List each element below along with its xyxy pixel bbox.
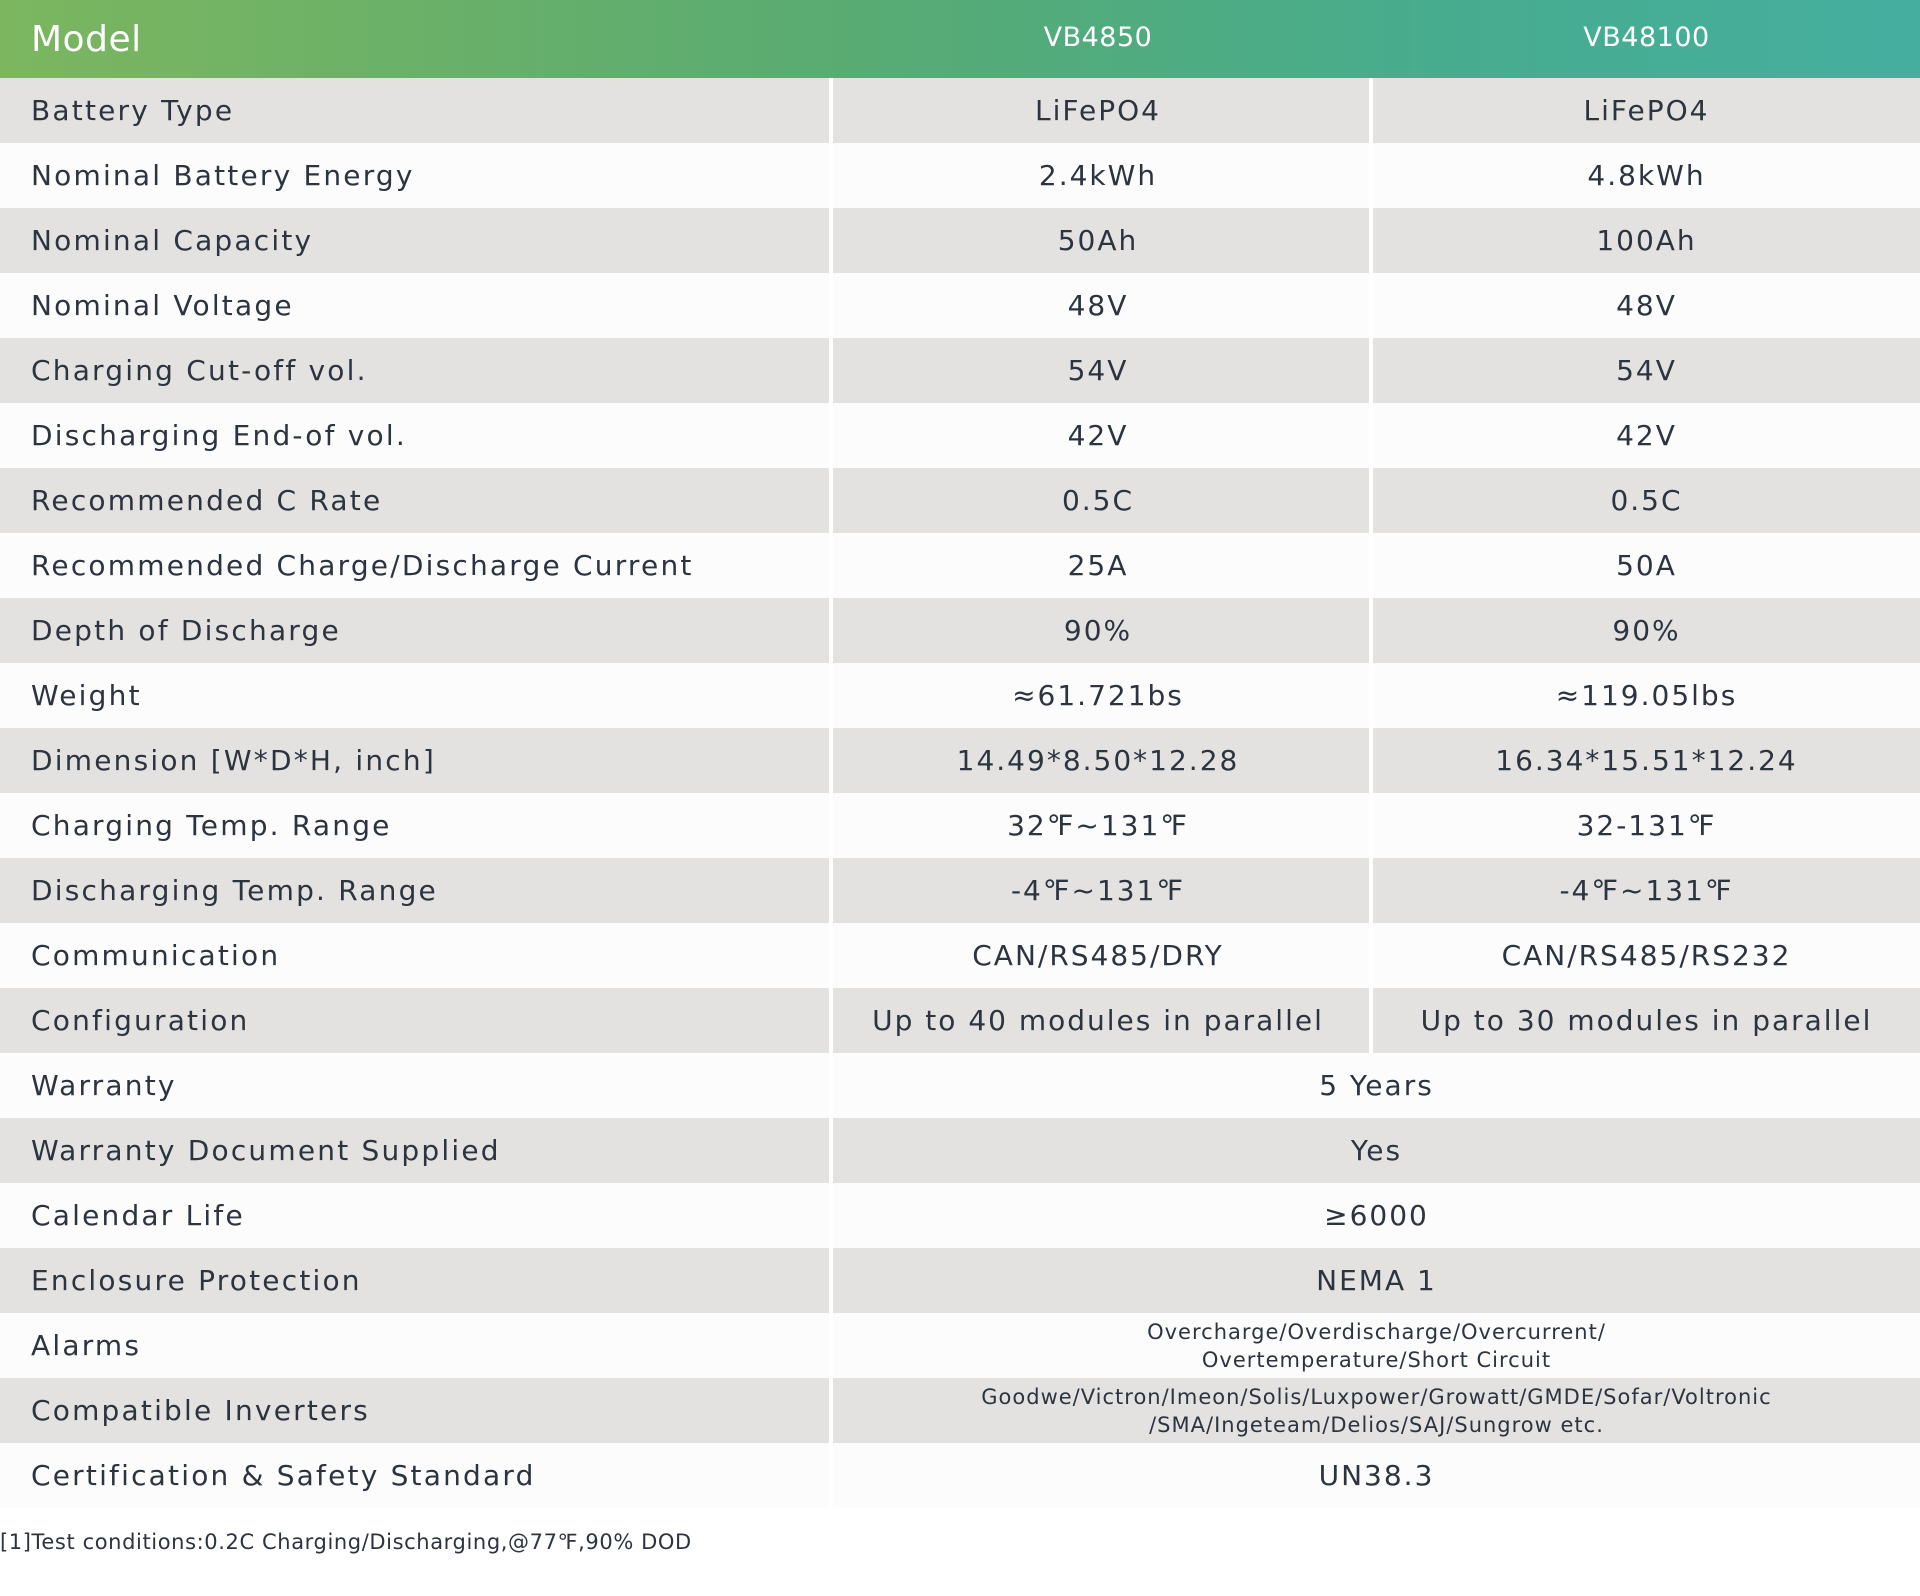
table-row (0, 533, 1920, 598)
row-label: Compatible Inverters (31, 1394, 370, 1427)
row-value-vb48100: 32-131℉ (1576, 809, 1717, 842)
row-value-line: /SMA/Ingeteam/Delios/SAJ/Sungrow etc. (1149, 1412, 1604, 1437)
row-value-vb48100: 48V (1616, 289, 1677, 322)
row-label: Alarms (31, 1329, 142, 1362)
row-label: Recommended Charge/Discharge Current (31, 549, 694, 582)
row-value-merged (833, 1313, 1920, 1378)
table-row (0, 728, 1920, 793)
row-value-vb48100: 50A (1616, 549, 1677, 582)
table-row (0, 923, 1920, 988)
table-row (0, 988, 1920, 1053)
row-label: Charging Temp. Range (31, 809, 392, 842)
row-value-merged: 5 Years (1319, 1069, 1434, 1102)
table-row (0, 273, 1920, 338)
row-label: Certification & Safety Standard (31, 1459, 536, 1492)
row-value-vb48100: CAN/RS485/RS232 (1501, 939, 1792, 972)
row-value-vb48100: ≈119.05lbs (1555, 679, 1738, 712)
row-value-vb48100: Up to 30 modules in parallel (1420, 1004, 1873, 1037)
row-label: Nominal Voltage (31, 289, 294, 322)
row-label: Depth of Discharge (31, 614, 341, 647)
table-row (0, 338, 1920, 403)
row-label: Calendar Life (31, 1199, 245, 1232)
row-label: Discharging End-of vol. (31, 419, 407, 452)
table-body (0, 78, 1920, 1508)
row-value-merged: Yes (1350, 1134, 1403, 1167)
row-label: Weight (31, 679, 142, 712)
header-model-vb48100: VB48100 (1583, 22, 1710, 53)
table-row (0, 143, 1920, 208)
row-value-vb4850: 0.5C (1061, 484, 1135, 517)
row-label: Charging Cut-off vol. (31, 354, 368, 387)
footnote: [1]Test conditions:0.2C Charging/Discharging,@77℉,90% DOD (0, 1530, 692, 1554)
row-label: Recommended C Rate (31, 484, 383, 517)
row-value-vb4850: 42V (1067, 419, 1129, 452)
table-row (0, 598, 1920, 663)
row-value-vb4850: -4℉~131℉ (1010, 874, 1186, 907)
row-label: Warranty Document Supplied (31, 1134, 501, 1167)
row-value-vb48100: 16.34*15.51*12.24 (1495, 744, 1798, 777)
table-row (0, 1183, 1920, 1248)
row-value-vb4850: 54V (1067, 354, 1129, 387)
row-label: Nominal Capacity (31, 224, 314, 257)
table-row (0, 1443, 1920, 1508)
table-row (0, 1053, 1920, 1118)
table-row (0, 1118, 1920, 1183)
row-value-vb4850: 50Ah (1057, 224, 1139, 257)
table-row (0, 663, 1920, 728)
row-value-vb4850: 48V (1067, 289, 1129, 322)
table-row (0, 468, 1920, 533)
row-value-line: Goodwe/Victron/Imeon/Solis/Luxpower/Growatt/GMDE/Sofar/Voltronic (981, 1384, 1772, 1409)
row-label: Dimension [W*D*H, inch] (31, 744, 436, 777)
table-row (0, 403, 1920, 468)
row-value-merged (833, 1378, 1920, 1443)
row-value-line: Overtemperature/Short Circuit (1201, 1347, 1552, 1372)
row-value-vb48100: LiFePO4 (1583, 94, 1710, 127)
table-header (0, 0, 1920, 78)
row-value-vb48100: 90% (1612, 614, 1681, 647)
row-label: Enclosure Protection (31, 1264, 362, 1297)
row-value-vb4850: 90% (1063, 614, 1133, 647)
table-row (0, 1378, 1920, 1443)
row-value-vb4850: LiFePO4 (1035, 94, 1161, 127)
row-value-vb48100: 0.5C (1610, 484, 1683, 517)
row-value-vb4850: 25A (1067, 549, 1129, 582)
row-value-merged: UN38.3 (1318, 1459, 1435, 1492)
table-row (0, 78, 1920, 143)
row-value-merged: ≥6000 (1324, 1199, 1429, 1232)
row-value-vb4850: 14.49*8.50*12.28 (956, 744, 1240, 777)
table-row (0, 793, 1920, 858)
row-label: Communication (31, 939, 281, 972)
row-value-line: Overcharge/Overdischarge/Overcurrent/ (1147, 1319, 1606, 1344)
header-model-label: Model (31, 19, 142, 60)
row-value-vb4850: 32℉~131℉ (1007, 809, 1189, 842)
row-value-merged: NEMA 1 (1316, 1264, 1437, 1297)
row-label: Configuration (31, 1004, 250, 1037)
table-row (0, 208, 1920, 273)
row-value-vb48100: 100Ah (1596, 224, 1697, 257)
row-label: Discharging Temp. Range (31, 874, 438, 907)
table-row (0, 1313, 1920, 1378)
row-value-vb48100: 54V (1616, 354, 1677, 387)
row-value-vb4850: ≈61.721bs (1012, 679, 1184, 712)
row-value-vb48100: 4.8kWh (1587, 159, 1706, 192)
row-value-vb4850: Up to 40 modules in parallel (872, 1004, 1324, 1037)
row-value-vb4850: CAN/RS485/DRY (972, 939, 1224, 972)
row-value-vb4850: 2.4kWh (1038, 159, 1158, 192)
row-label: Nominal Battery Energy (31, 159, 415, 192)
row-label: Battery Type (31, 94, 235, 127)
row-value-vb48100: -4℉~131℉ (1559, 874, 1734, 907)
row-label: Warranty (31, 1069, 177, 1102)
table-row (0, 858, 1920, 923)
row-value-vb48100: 42V (1616, 419, 1677, 452)
header-model-vb4850: VB4850 (1043, 22, 1153, 53)
table-row (0, 1248, 1920, 1313)
